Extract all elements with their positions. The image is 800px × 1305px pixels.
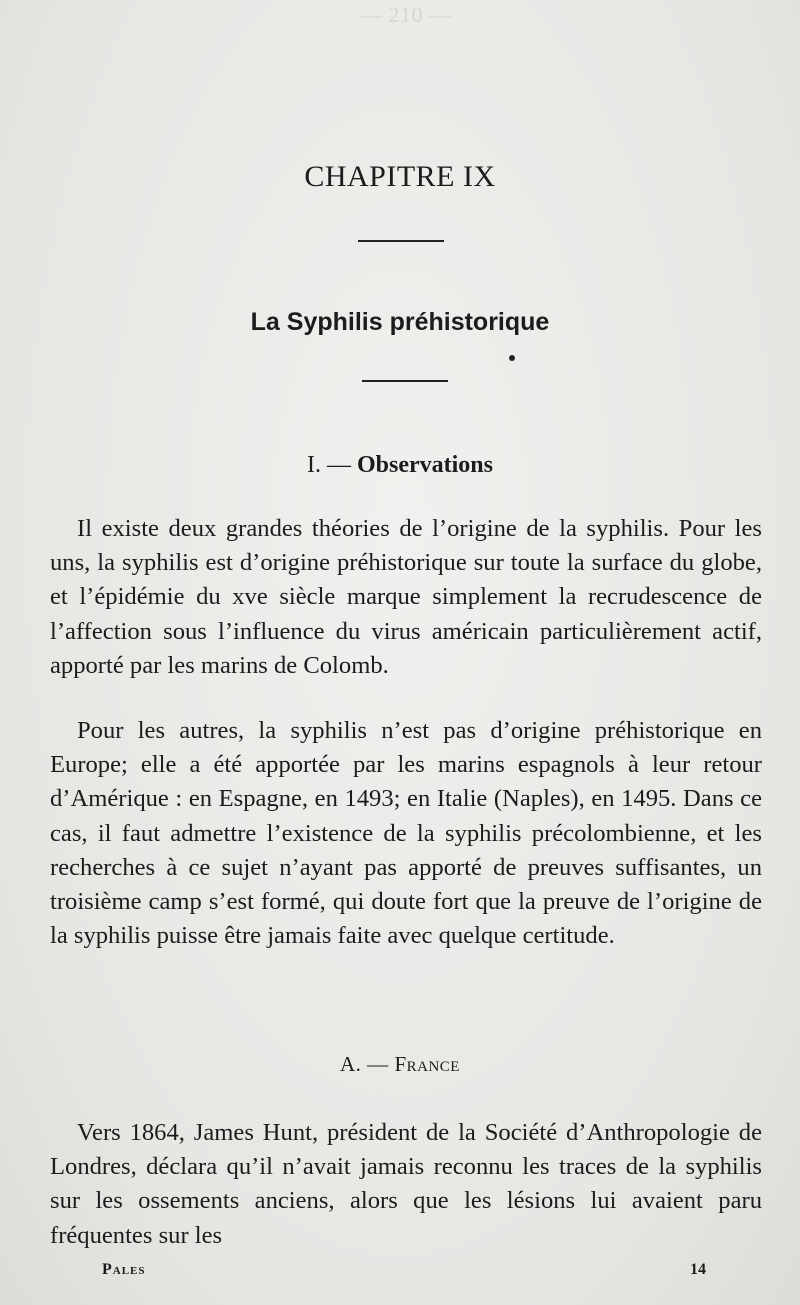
paragraph-1-text: Il existe deux grandes théories de l’origine de la syphilis. Pour les uns, la syphilis est d’origine préhistorique sur toute la surface du globe, et l’épidémie du xve siècle marque simplement la recrudescence de l’affection sous l’influence du virus américain particulièrement actif, apporté par les marins de Colomb. — [50, 515, 762, 679]
chapter-rule — [358, 240, 444, 242]
subtitle-rule — [362, 380, 448, 382]
chapter-title: CHAPITRE IX — [304, 160, 496, 193]
subsection-title: France — [394, 1052, 460, 1076]
paragraph-1 — [50, 512, 762, 683]
footer-signature-number: 14 — [690, 1261, 706, 1278]
paragraph-3-text: Vers 1864, James Hunt, président de la Société d’Anthropologie de Londres, déclara qu’il n’avait jamais reconnu les traces de la syphilis sur les ossements anciens, alors que les lésions lui avaient paru fréquentes sur les — [50, 1119, 762, 1249]
bleed-through-text: — 210 — — [360, 2, 452, 27]
paragraph-3 — [50, 1116, 762, 1253]
paragraph-2 — [50, 714, 762, 953]
ink-dot — [509, 355, 515, 361]
paragraph-2-text: Pour les autres, la syphilis n’est pas d’origine préhistorique en Europe; elle a été apportée par les marins espagnols à leur retour d’Amérique : en Espagne, en 1493; en Italie (Naples), en 1495. Dans ce cas, il faut admettre l’existence de la syphilis précolombienne, et les recherches à ce sujet n’ayant pas apporté de preuves suffisantes, un troisième camp s’est formé, qui doute fort que la preuve de l’origine de la syphilis puisse être jamais faite avec quelque certitude. — [50, 717, 762, 950]
subsection-number: A. — — [340, 1052, 389, 1076]
section-heading — [0, 452, 800, 479]
footer-author: Pales — [102, 1261, 146, 1278]
subsection-heading — [0, 1052, 800, 1077]
section-title: Observations — [356, 452, 493, 478]
section-number: I. — — [306, 452, 351, 478]
chapter-subtitle: La Syphilis préhistorique — [250, 308, 550, 336]
